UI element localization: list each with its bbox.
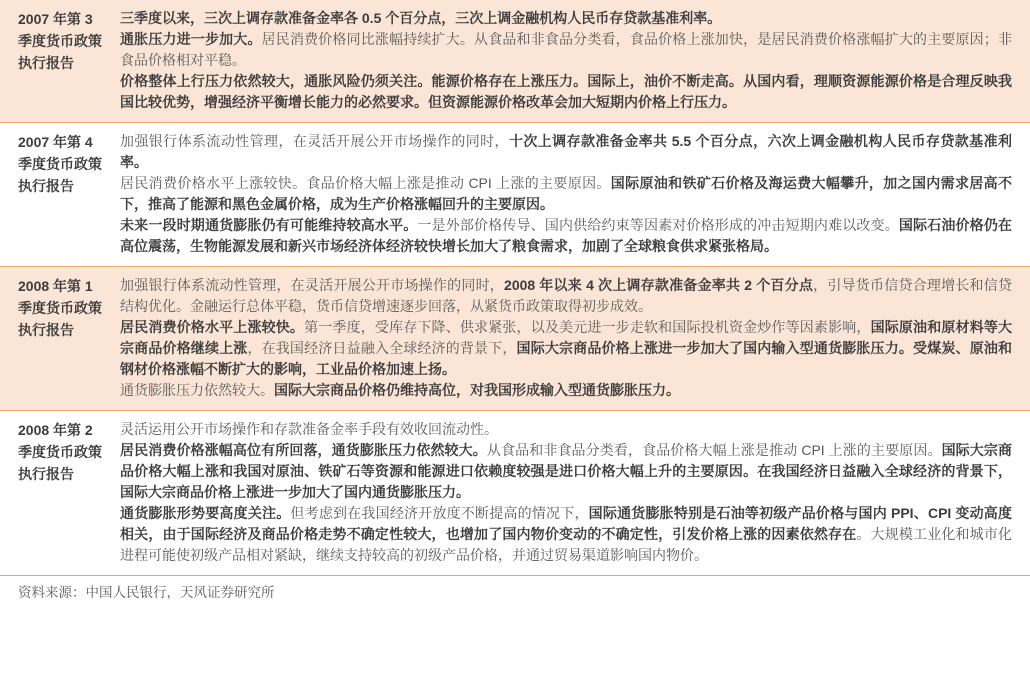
report-summary [120,272,1030,401]
report-summary [120,416,1030,566]
report-summary [120,5,1030,113]
paragraph: 未来一段时期通货膨胀仍有可能维持较高水平。一是外部价格传导、国内供给约束等因素对价格形成的冲击短期内难以改变。国际石油价格仍在高位震荡，生物能源发展和新兴市场经济体经济较快增长加大了粮食需求，加剧了全球粮食供求紧张格局。 [120,217,1013,254]
paragraph: 通货膨胀形势要高度关注。但考虑到在我国经济开放度不断提高的情况下，国际通货膨胀特别是石油等初级产品价格与国内 PPI、CPI 变动高度相关，由于国际经济及商品价格走势不确定性较大，也增加了国内物价变动的不确定性，引发价格上涨的因素依然存在。大规模工业化和城市化进程可能使初级产品相对紧缺，继续支持较高的初级产品价格，并通过贸易渠道影响国内物价。 [120,505,1013,563]
paragraph: 通胀压力进一步加大。居民消费价格同比涨幅持续扩大。从食品和非食品分类看，食品价格上涨加快，是居民消费价格涨幅扩大的主要原因；非食品价格相对平稳。 [120,31,1013,68]
paragraph: 灵活运用公开市场操作和存款准备金率手段有效收回流动性。 [120,421,498,437]
report-title: 2007 年第 3 季度货币政策执行报告 [18,11,102,71]
report-summary [120,128,1030,257]
report-title: 2007 年第 4 季度货币政策执行报告 [18,134,102,194]
table-row [0,267,1030,411]
paragraph: 通货膨胀压力依然较大。国际大宗商品价格仍维持高位，对我国形成输入型通货膨胀压力。 [120,382,680,398]
paragraph: 三季度以来，三次上调存款准备金率各 0.5 个百分点，三次上调金融机构人民币存贷款基准利率。 [120,10,722,26]
table-row [0,0,1030,123]
source-note: 资料来源：中国人民银行，天风证券研究所 [18,585,275,600]
report-title: 2008 年第 2 季度货币政策执行报告 [18,422,102,482]
paragraph: 居民消费价格水平上涨较快。第一季度，受库存下降、供求紧张，以及美元进一步走软和国际投机资金炒作等因素影响，国际原油和原材料等大宗商品价格继续上涨，在我国经济日益融入全球经济的背景下，国际大宗商品价格上涨进一步加大了国内输入型通货膨胀压力。受煤炭、原油和钢材价格涨幅不断扩大的影响，工业品价格加速上扬。 [120,319,1013,377]
table-row [0,411,1030,576]
report-title: 2008 年第 1 季度货币政策执行报告 [18,278,102,338]
paragraph: 居民消费价格水平上涨较快。食品价格大幅上涨是推动 CPI 上涨的主要原因。国际原油和铁矿石价格及海运费大幅攀升，加之国内需求居高不下，推高了能源和黑色金属价格，成为生产价格涨幅回升的主要原因。 [120,175,1013,212]
paragraph: 加强银行体系流动性管理，在灵活开展公开市场操作的同时，2008 年以来 4 次上调存款准备金率共 2 个百分点，引导货币信贷合理增长和信贷结构优化。金融运行总体平稳，货币信贷增速逐步回落，从紧货币政策取得初步成效。 [120,277,1013,314]
paragraph: 加强银行体系流动性管理，在灵活开展公开市场操作的同时，十次上调存款准备金率共 5.5 个百分点，六次上调金融机构人民币存贷款基准利率。 [120,133,1012,170]
paragraph: 价格整体上行压力依然较大，通胀风险仍须关注。能源价格存在上涨压力。国际上，油价不断走高。从国内看，理顺资源能源价格是合理反映我国比较优势，增强经济平衡增长能力的必然要求。但资源能源价格改革会加大短期内价格上行压力。 [120,73,1012,110]
table-row [0,123,1030,267]
paragraph: 居民消费价格涨幅高位有所回落，通货膨胀压力依然较大。从食品和非食品分类看，食品价格大幅上涨是推动 CPI 上涨的主要原因。国际大宗商品价格大幅上涨和我国对原油、铁矿石等资源和能源进口依赖度较强是进口价格大幅上升的主要原因。在我国经济日益融入全球经济的背景下，国际大宗商品价格上涨进一步加大了国内通货膨胀压力。 [120,442,1013,500]
